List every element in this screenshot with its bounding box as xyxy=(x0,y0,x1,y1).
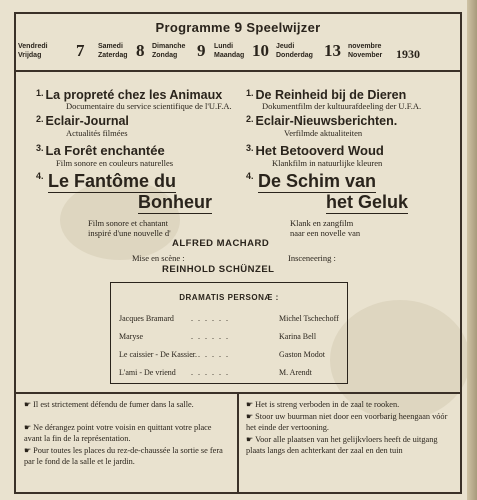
film-fr-2 xyxy=(36,114,129,128)
notices-section xyxy=(16,392,460,494)
film-title: La Forêt enchantée xyxy=(45,143,165,158)
film-number: 4. xyxy=(246,171,254,181)
pointing-hand-icon: ☛ xyxy=(24,446,32,455)
film-number: 4. xyxy=(36,171,44,181)
film-title: De Reinheid bij de Dieren xyxy=(255,88,407,102)
day-saturday xyxy=(98,42,128,60)
notice-text: Het is streng verboden in de zaal te rooken. xyxy=(255,400,400,409)
page-edge xyxy=(467,0,477,500)
film-nl-3-sub: Klankfilm in natuurlijke kleuren xyxy=(272,158,383,168)
day-friday xyxy=(18,42,48,60)
author-name: ALFRED MACHARD xyxy=(172,238,270,249)
direction-label-nl: Insceneering : xyxy=(288,253,336,263)
film-number: 3. xyxy=(246,143,254,153)
day-number: 8 xyxy=(136,41,145,60)
notice-fr-3 xyxy=(24,446,229,468)
feature-title-fr-line1: Le Fantôme du xyxy=(48,171,177,191)
credits-fr-line1: Film sonore et chantant xyxy=(88,218,169,228)
title-prefix: Programme xyxy=(155,20,231,35)
film-number: 1. xyxy=(246,88,254,98)
credits-nl-line2: naar een novelle van xyxy=(290,228,361,238)
film-nl-2-sub: Verfilmde aktualiteiten xyxy=(284,128,363,138)
notice-text: Pour toutes les places du rez-de-chaussée la sortie se fera par le fond de la salle et le jardin. xyxy=(24,446,223,466)
day-fr: Dimanche xyxy=(152,43,186,50)
day-nl: Zondag xyxy=(152,52,178,59)
film-title: Eclair-Journal xyxy=(45,114,129,128)
leader-dots: ...... xyxy=(191,368,233,377)
day-nl: Vrijdag xyxy=(18,52,42,59)
film-fr-3-sub: Film sonore en couleurs naturelles xyxy=(56,158,174,168)
role-name: L'ami - De vriend xyxy=(119,368,176,377)
pointing-hand-icon: ☛ xyxy=(246,412,254,421)
credits-fr-line2: inspiré d'une nouvelle d' xyxy=(88,228,171,238)
day-sunday xyxy=(152,42,185,60)
role-name: Maryse xyxy=(119,332,143,341)
program-title xyxy=(16,19,460,35)
pointing-hand-icon: ☛ xyxy=(24,423,32,432)
credits-nl-line1: Klank en zangfilm xyxy=(290,218,354,228)
film-number: 1. xyxy=(36,88,44,98)
notice-fr-1 xyxy=(24,400,229,411)
notice-fr-2 xyxy=(24,423,229,445)
day-fr: Vendredi xyxy=(18,43,48,50)
day-number: 10 xyxy=(252,41,269,60)
notice-nl-2 xyxy=(246,412,454,434)
notice-text: Il est strictement défendu de fumer dans la salle. xyxy=(33,400,194,409)
film-fr-1-sub: Documentaire du service scientifique de l'U.F.A. xyxy=(66,101,232,111)
day-fr: Jeudi xyxy=(276,43,295,50)
direction-label-fr: Mise en scène : xyxy=(132,253,185,263)
month-nl: November xyxy=(348,52,383,59)
dramatis-title: DRAMATIS PERSONÆ : xyxy=(179,293,279,302)
film-nl-1-sub: Dokumentfilm der kultuurafdeeling der U.F.A. xyxy=(262,101,422,111)
notice-text: Ne dérangez point votre voisin en quittant votre place avant la fin de la représentation. xyxy=(24,423,212,443)
feature-title-nl-line2: het Geluk xyxy=(326,192,409,212)
film-fr-2-sub: Actualités filmées xyxy=(66,128,128,138)
column-divider xyxy=(237,394,239,494)
pointing-hand-icon: ☛ xyxy=(246,435,254,444)
actor-name: M. Arendt xyxy=(279,368,312,377)
pointing-hand-icon: ☛ xyxy=(246,400,254,409)
month-fr: novembre xyxy=(348,43,382,50)
role-name: Jacques Bramard xyxy=(119,314,174,323)
day-number: 7 xyxy=(76,41,85,60)
notice-text: Stoor uw buurman niet door een voorbarig heengaan vóór het einde der vertooning. xyxy=(246,412,448,432)
header xyxy=(16,16,460,72)
leader-dots: ...... xyxy=(191,332,233,341)
film-number: 2. xyxy=(246,114,254,124)
notice-nl-3 xyxy=(246,435,454,457)
film-nl-3 xyxy=(246,143,384,158)
credits-nl xyxy=(290,218,360,238)
month xyxy=(348,42,382,60)
film-title: La propreté chez les Animaux xyxy=(45,88,223,102)
year: 1930 xyxy=(396,47,420,61)
actor-name: Karina Bell xyxy=(279,332,317,341)
film-fr-4 xyxy=(36,171,46,189)
actor-name: Michel Tschechoff xyxy=(279,314,339,323)
film-title: Eclair-Nieuwsberichten. xyxy=(255,114,398,128)
film-nl-4 xyxy=(246,171,256,189)
director-name: REINHOLD SCHÜNZEL xyxy=(162,264,275,275)
day-nl: Maandag xyxy=(214,52,245,59)
leader-dots: ...... xyxy=(191,350,233,359)
day-number: 9 xyxy=(197,41,206,60)
feature-title-fr-line2: Bonheur xyxy=(138,192,212,212)
program-number: 9 xyxy=(234,19,243,35)
role-name: Le caissier - De Kassier. xyxy=(119,350,197,359)
notice-nl-1 xyxy=(246,400,454,411)
pointing-hand-icon: ☛ xyxy=(24,400,32,409)
film-nl-1 xyxy=(246,88,406,102)
feature-title-nl-line1: De Schim van xyxy=(258,171,377,191)
day-monday xyxy=(214,42,244,60)
actor-name: Gaston Modot xyxy=(279,350,325,359)
film-nl-2 xyxy=(246,114,397,128)
day-fr: Samedi xyxy=(98,43,123,50)
day-nl: Donderdag xyxy=(276,52,313,59)
day-fr: Lundi xyxy=(214,43,234,50)
day-nl: Zaterdag xyxy=(98,52,128,59)
film-title: Het Betooverd Woud xyxy=(255,143,384,158)
film-fr-1 xyxy=(36,88,222,102)
title-suffix: Speelwijzer xyxy=(246,20,321,35)
film-number: 3. xyxy=(36,143,44,153)
day-number: 13 xyxy=(324,41,341,60)
film-number: 2. xyxy=(36,114,44,124)
film-fr-3 xyxy=(36,143,165,158)
credits-fr xyxy=(88,218,171,238)
day-thursday xyxy=(276,42,313,60)
notice-text: Voor alle plaatsen van het gelijkvloers heeft de uitgang plaats langs den achterkant der zaal en den tuin xyxy=(246,435,438,455)
leader-dots: ...... xyxy=(191,314,233,323)
dramatis-personae-box xyxy=(110,282,348,384)
